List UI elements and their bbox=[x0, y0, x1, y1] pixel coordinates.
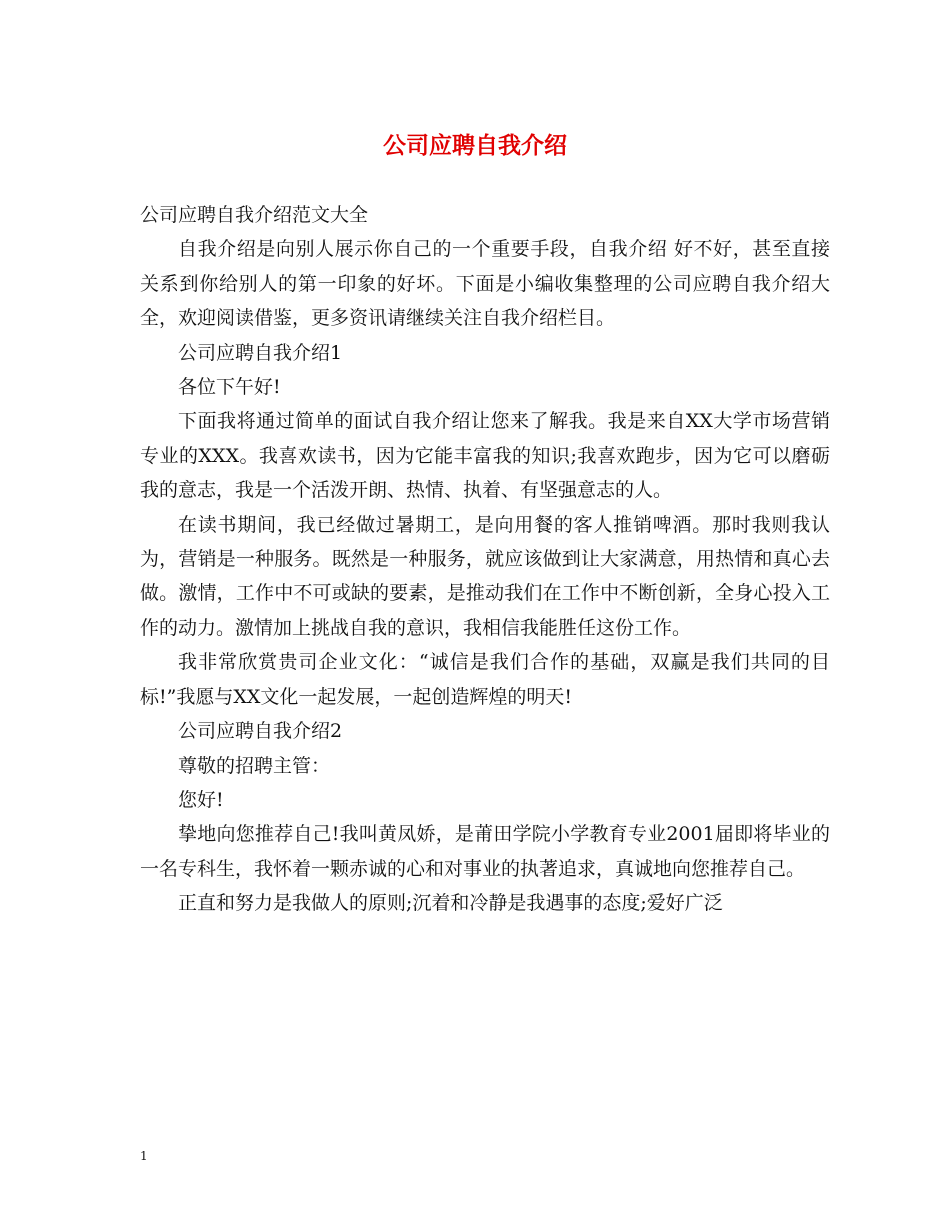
paragraph-recommendation: 挚地向您推荐自己!我叫黄凤娇，是莆田学院小学教育专业2001届即将毕业的一名专科生，我怀着一颗赤诚的心和对事业的执著追求，真诚地向您推荐自己。 bbox=[140, 823, 830, 880]
paragraph-greeting-2: 您好! bbox=[178, 788, 224, 811]
paragraph-self-intro: 下面我将通过简单的面试自我介绍让您来了解我。我是来自XX大学市场营销专业的XXX。我喜欢读书，因为它能丰富我的知识;我喜欢跑步，因为它可以磨砺我的意志，我是一个活泼开朗、热情、执着、有坚强意志的人。 bbox=[140, 410, 830, 502]
paragraph-salutation: 尊敬的招聘主管： bbox=[178, 754, 331, 777]
section-heading-2: 公司应聘自我介绍2 bbox=[178, 720, 343, 743]
paragraph-subtitle: 公司应聘自我介绍范文大全 bbox=[140, 204, 369, 226]
page-number: 1 bbox=[140, 1149, 148, 1163]
paragraph-principles: 正直和努力是我做人的原则;沉着和冷静是我遇事的态度;爱好广泛 bbox=[178, 892, 723, 915]
paragraph-greeting-1: 各位下午好! bbox=[178, 376, 281, 399]
paragraph-culture: 我非常欣赏贵司企业文化：“诚信是我们合作的基础，双赢是我们共同的目标!”我愿与XX文化一起发展，一起创造辉煌的明天! bbox=[140, 651, 830, 708]
section-heading-1: 公司应聘自我介绍1 bbox=[178, 341, 343, 364]
document-body bbox=[140, 198, 830, 921]
paragraph-experience: 在读书期间，我已经做过暑期工，是向用餐的客人推销啤酒。那时我则我认为，营销是一种服务。既然是一种服务，就应该做到让大家满意，用热情和真心去做。激情，工作中不可或缺的要素，是推动我们在工作中不断创新，全身心投入工作的动力。激情加上挑战自我的意识，我相信我能胜任这份工作。 bbox=[140, 513, 830, 639]
paragraph-intro: 自我介绍是向别人展示你自己的一个重要手段，自我介绍 好不好，甚至直接关系到你给别人的第一印象的好坏。下面是小编收集整理的公司应聘自我介绍大全，欢迎阅读借鉴，更多资讯请继续关注自我介绍栏目。 bbox=[140, 238, 830, 330]
document-title: 公司应聘自我介绍 bbox=[383, 132, 567, 159]
